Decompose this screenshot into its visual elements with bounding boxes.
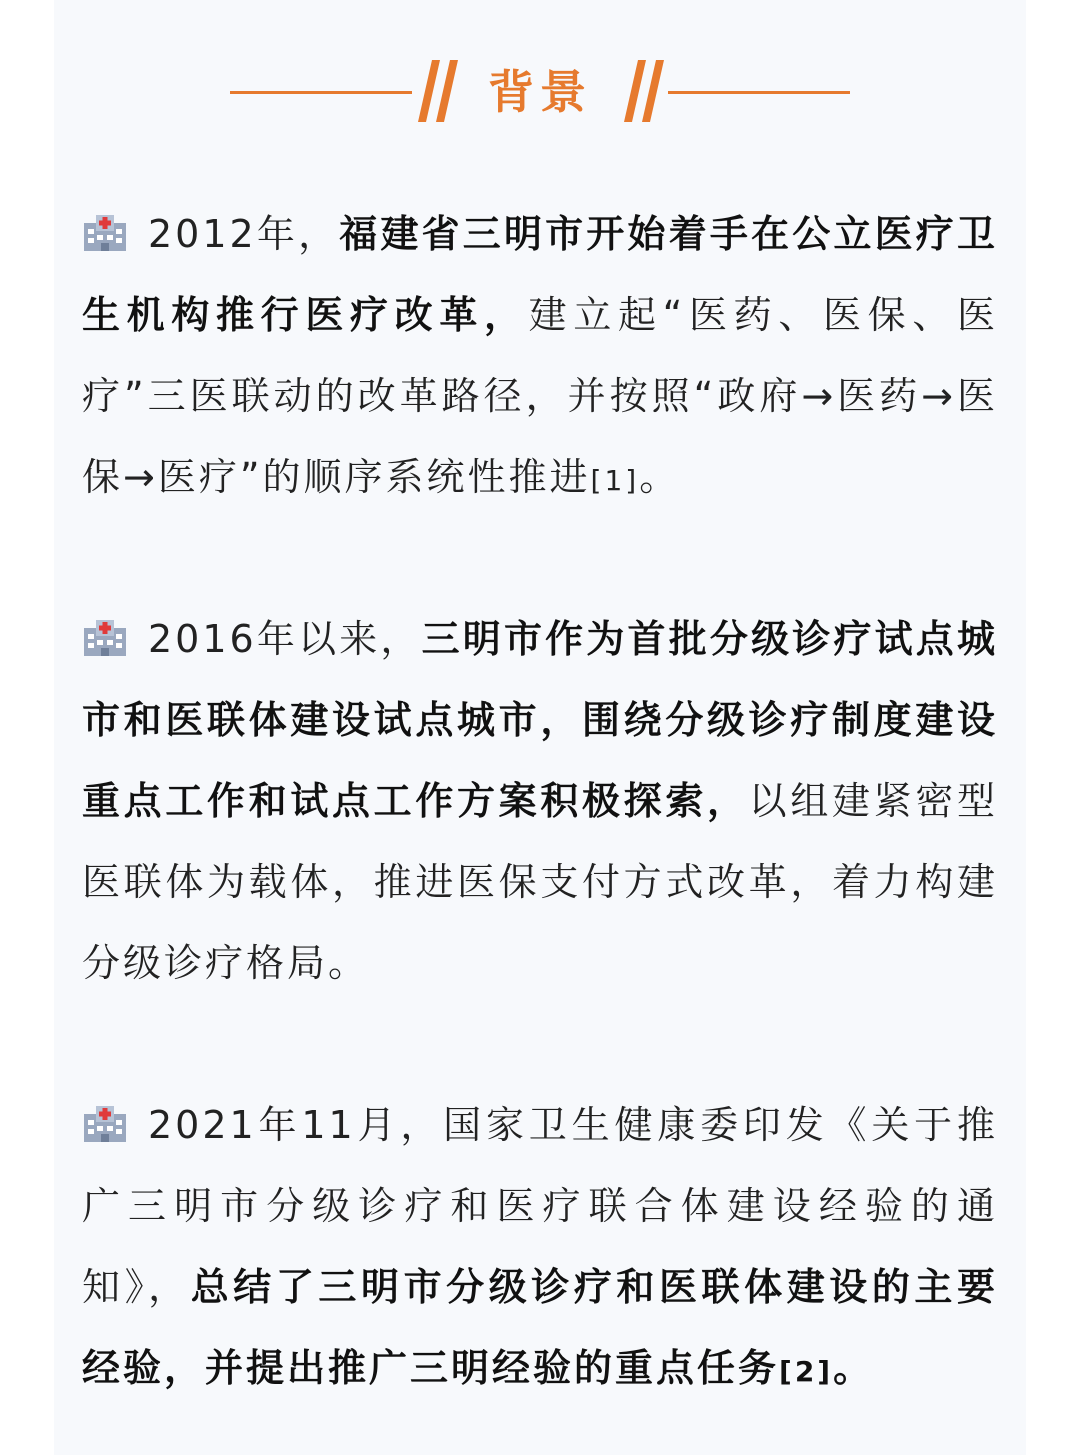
section-header bbox=[0, 0, 1080, 180]
citation-ref-1: [1] bbox=[590, 464, 640, 497]
header-line-right bbox=[668, 91, 850, 94]
paragraph-2012-lead: 2012年， bbox=[148, 212, 340, 256]
hospital-icon bbox=[82, 1104, 128, 1144]
paragraph-2016-body: 以组建紧密型医联体为载体，推进医保支付方式改革，着力构建分级诊疗格局。 bbox=[82, 779, 998, 985]
paragraph-2021-end: 。 bbox=[833, 1346, 875, 1390]
paragraph-2012-end: 。 bbox=[639, 455, 681, 499]
citation-ref-2: [2] bbox=[779, 1355, 834, 1388]
paragraph-2012-body: 建立起“医药、医保、医疗”三医联动的改革路径，并按照“政府→医药→医保→医疗”的顺序系统性推进 bbox=[82, 293, 998, 499]
paragraph-2012 bbox=[82, 194, 998, 521]
hospital-icon bbox=[82, 618, 128, 658]
paragraph-2012-bold: 福建省三明市开始着手在公立医疗卫生机构推行医疗改革， bbox=[82, 212, 998, 337]
header-slash-right-icon bbox=[620, 58, 668, 124]
paragraph-2016-bold: 三明市作为首批分级诊疗试点城市和医联体建设试点城市，围绕分级诊疗制度建设重点工作和试点工作方案积极探索， bbox=[82, 617, 998, 823]
section-title: 背景 bbox=[488, 65, 592, 119]
hospital-icon bbox=[82, 213, 128, 253]
header-line-left bbox=[230, 91, 412, 94]
paragraph-2021-lead: 2021年11月，国家卫生健康委印发《关于推广三明市分级诊疗和医疗联合体建设经验的通知》， bbox=[82, 1103, 998, 1309]
paragraph-2016 bbox=[82, 599, 998, 1004]
header-slash-left-icon bbox=[414, 58, 462, 124]
paragraph-2016-lead: 2016年以来， bbox=[148, 617, 422, 661]
paragraph-2021-bold: 总结了三明市分级诊疗和医联体建设的主要经验，并提出推广三明经验的重点任务 bbox=[82, 1265, 998, 1390]
paragraph-2021 bbox=[82, 1085, 998, 1412]
